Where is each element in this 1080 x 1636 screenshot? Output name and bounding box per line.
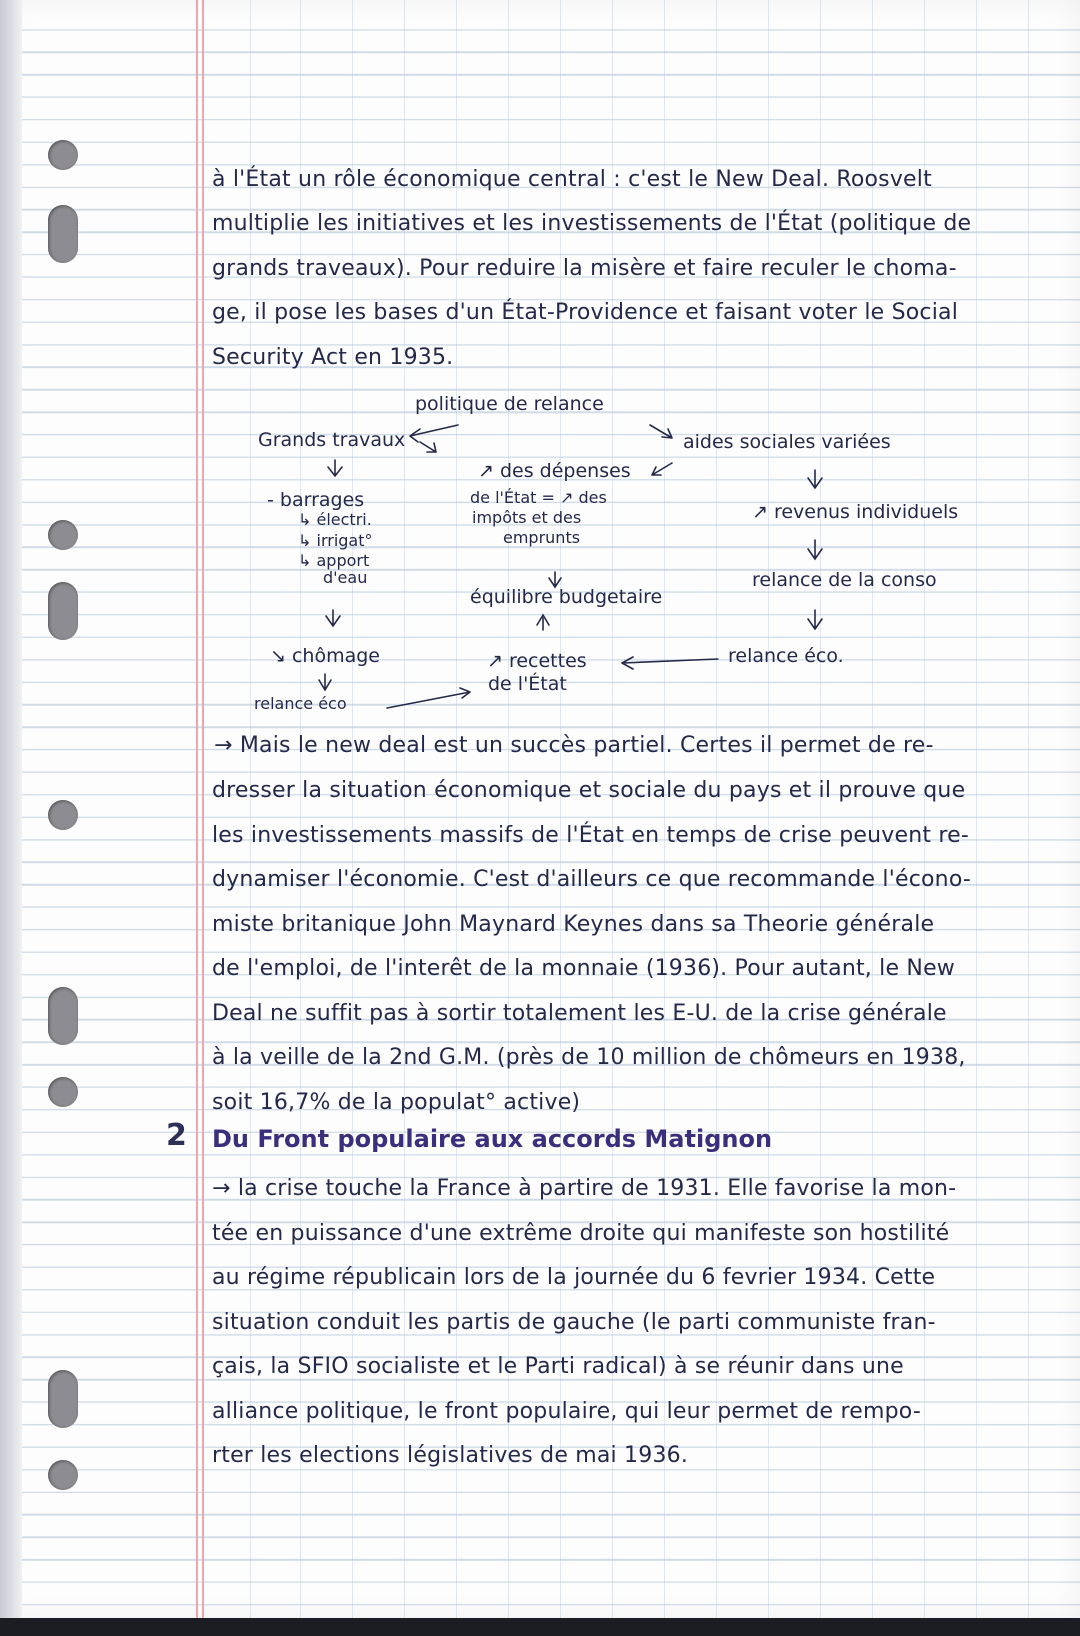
diagram-emprunts: emprunts	[503, 528, 581, 547]
background-strip	[0, 1618, 1080, 1636]
section-number: 2	[166, 1118, 187, 1153]
diagram-apport: ↳ apport	[298, 551, 370, 570]
diagram-grands-travaux: Grands travaux	[258, 429, 406, 451]
analysis-line: dynamiser l'économie. C'est d'ailleurs ce que recommande l'écono-	[212, 867, 972, 892]
arrow	[652, 463, 672, 475]
analysis-line: de l'emploi, de l'interêt de la monnaie (1936). Pour autant, le New	[212, 956, 955, 981]
diagram-revenus: ↗ revenus individuels	[752, 501, 959, 523]
intro-line: ge, il pose les bases d'un État-Providence et faisant voter le Social	[212, 300, 959, 325]
arrow	[650, 425, 672, 438]
arrow	[808, 540, 822, 559]
analysis-line: → Mais le new deal est un succès partiel. Certes il permet de re-	[214, 733, 934, 758]
section2-line: çais, la SFIO socialiste et le Parti radical) à se réunir dans une	[212, 1354, 904, 1379]
arrow	[808, 470, 822, 488]
section2-line: rter les elections législatives de mai 1936.	[212, 1443, 689, 1468]
arrow	[420, 442, 436, 452]
analysis-line: les investissements massifs de l'État en temps de crise peuvent re-	[212, 823, 970, 848]
diagram-relance-eco-left: relance éco	[254, 694, 347, 713]
arrow	[622, 657, 718, 669]
diagram-impots: impôts et des	[472, 508, 582, 527]
diagram-depenses: ↗ des dépenses	[478, 460, 631, 482]
diagram-electricite: ↳ électri.	[298, 510, 372, 529]
diagram-barrages: - barrages	[267, 489, 365, 511]
diagram-recettes-etat: de l'État	[488, 673, 567, 695]
arrow	[537, 615, 549, 630]
diagram-equilibre: équilibre budgetaire	[470, 586, 663, 608]
section-title: Du Front populaire aux accords Matignon	[212, 1125, 773, 1153]
section2-line: alliance politique, le front populaire, qui leur permet de rempo-	[212, 1399, 921, 1424]
arrow	[328, 460, 342, 476]
diagram-etat-impots: de l'État = ↗ des	[470, 488, 607, 507]
analysis-line: miste britanique John Maynard Keynes dans sa Theorie générale	[212, 912, 935, 937]
arrow	[326, 610, 340, 626]
arrow	[410, 425, 458, 442]
section2-line: au régime républicain lors de la journée du 6 fevrier 1934. Cette	[212, 1265, 936, 1290]
diagram-eau: d'eau	[323, 568, 368, 587]
section2-line: → la crise touche la France à partire de 1931. Elle favorise la mon-	[212, 1176, 957, 1201]
diagram-recettes: ↗ recettes	[487, 650, 587, 672]
intro-line: grands traveaux). Pour reduire la misère et faire reculer le choma-	[212, 256, 957, 281]
arrow	[808, 610, 822, 629]
diagram-irrigation: ↳ irrigat°	[298, 531, 373, 550]
section2-line: situation conduit les partis de gauche (le parti communiste fran-	[212, 1310, 936, 1335]
diagram-aides-sociales: aides sociales variées	[683, 431, 891, 453]
analysis-line: soit 16,7% de la populat° active)	[212, 1090, 581, 1115]
diagram-relance-eco-right: relance éco.	[728, 645, 844, 667]
intro-line: multiplie les initiatives et les investissements de l'État (politique de	[212, 211, 972, 236]
analysis-line: Deal ne suffit pas à sortir totalement les E-U. de la crise générale	[212, 1001, 947, 1026]
analysis-line: dresser la situation économique et sociale du pays et il prouve que	[212, 778, 966, 803]
diagram-title: politique de relance	[415, 393, 604, 415]
arrow	[387, 688, 470, 708]
section2-line: tée en puissance d'une extrême droite qui manifeste son hostilité	[212, 1221, 950, 1246]
diagram-conso: relance de la conso	[752, 569, 937, 591]
diagram-chomage: ↘ chômage	[270, 645, 380, 667]
arrow	[319, 674, 331, 690]
analysis-line: à la veille de la 2nd G.M. (près de 10 million de chômeurs en 1938,	[212, 1045, 966, 1070]
intro-line: Security Act en 1935.	[212, 345, 454, 370]
arrow	[549, 572, 561, 587]
intro-line: à l'État un rôle économique central : c'est le New Deal. Roosvelt	[212, 167, 932, 192]
